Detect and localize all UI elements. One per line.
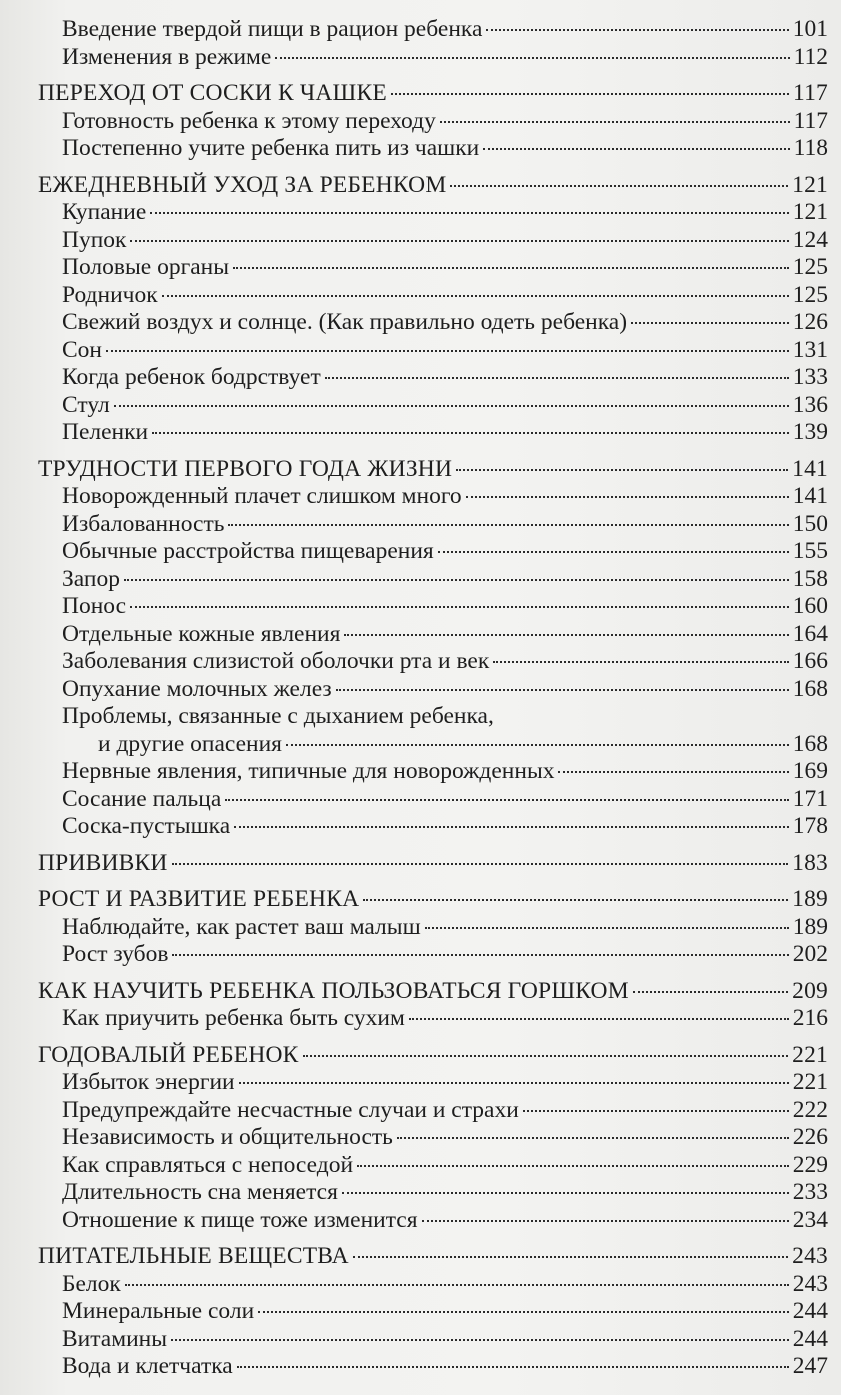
dot-leader [409,1018,789,1020]
toc-entry-title: Сон [62,336,103,363]
dot-leader [225,799,788,801]
toc-entry-title: Половые органы [62,254,230,280]
toc-page-number: 139 [792,419,828,445]
toc-entry-title: Сосание пальца [62,785,222,812]
toc-entry-title: Свежий воздух и солнце. (Как правильно одеть ребенка) [62,309,628,335]
toc-page-number: 150 [792,510,828,537]
toc-section[interactable] [38,978,828,1006]
toc-page-number: 168 [792,675,828,702]
toc-page-number: 141 [792,483,828,509]
toc-section-title: РОСТ И РАЗВИТИЕ РЕБЕНКА [38,886,360,912]
toc-entry[interactable] [38,44,828,72]
dot-leader [286,744,789,746]
toc-entry-title: Обычные расстройства пищеварения [62,538,434,564]
dot-leader [422,1220,789,1222]
dot-leader [228,524,788,526]
dot-leader [440,121,790,123]
toc-entry[interactable] [38,135,828,163]
toc-page-number: 226 [792,1124,828,1150]
dot-leader [483,148,789,150]
toc-page-number: 244 [792,1298,828,1324]
toc-entry[interactable] [38,483,828,511]
toc-entry[interactable] [38,703,828,758]
toc-entry[interactable] [38,593,828,621]
toc-entry-title: Избалованность [62,510,225,537]
toc-page-number: 112 [793,43,828,70]
dot-leader [425,927,789,929]
dot-leader [397,1137,789,1139]
toc-entry[interactable] [38,1097,828,1125]
toc-entry[interactable] [38,309,828,337]
toc-page-number: 229 [792,1151,828,1178]
toc-entry[interactable] [38,1152,828,1180]
toc-entry-title: Запор [62,565,120,592]
toc-section[interactable] [38,172,828,200]
dot-leader [172,863,789,865]
toc-page-number: 189 [792,913,828,940]
toc-entry[interactable] [38,1179,828,1207]
toc-entry[interactable] [38,941,828,969]
toc-page-number: 178 [792,813,828,839]
toc-entry-title: Соска-пустышка [62,813,231,839]
toc-entry[interactable] [38,1353,828,1381]
toc-entry-title: Стул [62,391,110,418]
dot-leader [486,29,788,31]
toc-section-title: КАК НАУЧИТЬ РЕБЕНКА ПОЛЬЗОВАТЬСЯ ГОРШКОМ [38,977,629,1004]
toc-page-number: 160 [792,593,828,619]
dot-leader [363,899,788,901]
dot-leader [558,771,788,773]
toc-entry[interactable] [38,1069,828,1097]
toc-page-number: 221 [792,1041,828,1068]
toc-entry[interactable] [38,16,828,44]
toc-page-number: 222 [792,1096,828,1123]
toc-page-number: 234 [792,1206,828,1233]
dot-leader [234,826,789,828]
toc-page-number: 101 [792,16,828,42]
toc-page-number: 118 [793,135,828,161]
toc-page-number: 121 [792,199,828,225]
toc-entry-title: Проблемы, связанные с дыханием ребенка, [62,703,494,729]
toc-entry-title: Родничок [62,281,158,308]
toc-entry-title: Нервные явления, типичные для новорожденных [62,758,555,784]
toc-page-number: 136 [792,391,828,418]
toc-page-number: 189 [792,886,828,912]
toc-entry-title: Избыток энергии [62,1069,235,1095]
toc-page-number: 166 [792,648,828,674]
toc-entry-title: Готовность ребенка к этому переходу [62,107,436,134]
toc-entry-title: Независимость и общительность [62,1124,393,1150]
toc-entry-title: Предупреждайте несчастные случаи и страхи [62,1096,519,1123]
dot-leader [344,634,788,636]
dot-leader [172,954,788,956]
toc-entry[interactable] [38,1298,828,1326]
toc-entry[interactable] [38,621,828,649]
dot-leader [239,1082,789,1084]
toc-section-title: ПИТАТЕЛЬНЫЕ ВЕЩЕСТВА [38,1243,349,1269]
toc-entry[interactable] [38,914,828,942]
toc-entry-title: Белок [62,1270,121,1297]
dot-leader [125,1284,789,1286]
toc-section-title: ПЕРЕХОД ОТ СОСКИ К ЧАШКЕ [38,80,387,106]
toc-page-number: 243 [792,1243,828,1269]
dot-leader [114,405,789,407]
toc-entry[interactable] [38,199,828,227]
toc-entry[interactable] [38,337,828,365]
toc-page-number: 117 [793,80,828,106]
toc-entry-title: Минеральные соли [62,1298,255,1324]
toc-page-number: 124 [792,226,828,253]
toc-page-number: 125 [792,254,828,280]
dot-leader [631,322,789,324]
toc-entry-title: Отдельные кожные явления [62,620,341,647]
dot-leader [152,432,789,434]
toc-entry-title: Когда ребенок бодрствует [62,364,321,390]
toc-entry[interactable] [38,538,828,566]
toc-entry-title: Наблюдайте, как растет ваш малыш [62,913,421,940]
dot-leader [633,991,788,993]
dot-leader [162,295,789,297]
toc-entry[interactable] [38,108,828,136]
toc-entry-title: Вода и клетчатка [62,1353,233,1379]
toc-entry[interactable] [38,786,828,814]
toc-page-number: 117 [793,107,828,134]
toc-entry[interactable] [38,254,828,282]
toc-entry-title: Понос [62,593,127,619]
toc-entry[interactable] [38,813,828,841]
toc-entry-title: Как приучить ребенка быть сухим [62,1005,405,1031]
dot-leader [438,551,789,553]
toc-entry[interactable] [38,364,828,392]
dot-leader [237,1366,789,1368]
toc-page-number: 209 [792,977,828,1004]
toc-entry[interactable] [38,511,828,539]
toc-entry[interactable] [38,566,828,594]
toc-entry[interactable] [38,1326,828,1354]
toc-entry-title: Рост зубов [62,941,169,967]
table-of-contents [38,16,828,1381]
dot-leader [233,267,789,269]
toc-entry[interactable] [38,392,828,420]
toc-page-number: 202 [792,941,828,967]
toc-page-number: 133 [792,364,828,390]
toc-page-number: 221 [792,1069,828,1095]
dot-leader [150,212,789,214]
toc-page-number: 125 [792,281,828,308]
toc-entry-title: Витамины [62,1325,168,1352]
toc-entry-title: Длительность сна меняется [62,1179,338,1205]
toc-page-number: 131 [792,336,828,363]
toc-section[interactable] [38,456,828,484]
dot-leader [130,606,789,608]
dot-leader [258,1311,789,1313]
toc-entry[interactable] [38,419,828,447]
dot-leader [106,350,789,352]
toc-entry[interactable] [38,227,828,255]
toc-entry[interactable] [38,1005,828,1033]
toc-entry-title: Пупок [62,226,127,253]
toc-section[interactable] [38,1243,828,1271]
toc-page-number: 155 [792,538,828,564]
toc-entry-title: Изменения в режиме [62,43,272,70]
toc-page-number: 183 [792,849,828,876]
toc-entry-title: Отношение к пище тоже изменится [62,1206,418,1233]
dot-leader [124,579,789,581]
dot-leader [493,661,788,663]
toc-entry[interactable] [38,758,828,786]
toc-page-number: 158 [792,565,828,592]
toc-entry-title: Новорожденный плачет слишком много [62,483,462,509]
toc-entry-title: Заболевания слизистой оболочки рта и век [62,648,490,674]
toc-entry[interactable] [38,282,828,310]
toc-section-title: ПРИВИВКИ [38,849,168,876]
dot-leader [171,1339,789,1341]
toc-page-number: 243 [792,1270,828,1297]
toc-entry[interactable] [38,1271,828,1299]
toc-page-number: 121 [792,171,828,198]
dot-leader [450,185,788,187]
toc-section[interactable] [38,850,828,878]
dot-leader [303,1055,789,1057]
dot-leader [336,689,789,691]
dot-leader [456,469,788,471]
dot-leader [325,377,789,379]
toc-entry[interactable] [38,1207,828,1235]
toc-entry-title: Постепенно учите ребенка пить из чашки [62,135,480,161]
toc-entry[interactable] [38,648,828,676]
dot-leader [391,93,789,95]
dot-leader [466,496,789,498]
toc-section-title: ТРУДНОСТИ ПЕРВОГО ГОДА ЖИЗНИ [38,455,453,482]
dot-leader [342,1192,789,1194]
toc-page-number: 171 [792,785,828,812]
toc-entry-page: 168 [792,730,828,757]
dot-leader [275,57,789,59]
toc-entry-title: Купание [62,199,147,225]
toc-entry-title-continued: и другие опасения [98,730,282,757]
dot-leader [130,240,788,242]
toc-page-number: 244 [792,1325,828,1352]
toc-entry[interactable] [38,1124,828,1152]
toc-entry-title: Введение твердой пищи в рацион ребенка [62,16,483,42]
toc-page-number: 216 [792,1005,828,1031]
dot-leader [353,1256,788,1258]
toc-section-title: ЕЖЕДНЕВНЫЙ УХОД ЗА РЕБЕНКОМ [38,171,447,198]
toc-page-number: 233 [792,1179,828,1205]
toc-section[interactable] [38,80,828,108]
toc-entry[interactable] [38,676,828,704]
toc-section[interactable] [38,1042,828,1070]
toc-page-number: 169 [792,758,828,784]
toc-section[interactable] [38,886,828,914]
toc-entry-title: Опухание молочных желез [62,675,332,702]
toc-page-number: 247 [792,1353,828,1379]
toc-page-number: 141 [792,455,828,482]
toc-entry-title: Как справляться с непоседой [62,1151,354,1178]
dot-leader [523,1110,789,1112]
toc-entry-title: Пеленки [62,419,149,445]
toc-section-title: ГОДОВАЛЫЙ РЕБЕНОК [38,1041,299,1068]
toc-page-number: 126 [792,309,828,335]
toc-page-number: 164 [792,620,828,647]
dot-leader [357,1165,789,1167]
